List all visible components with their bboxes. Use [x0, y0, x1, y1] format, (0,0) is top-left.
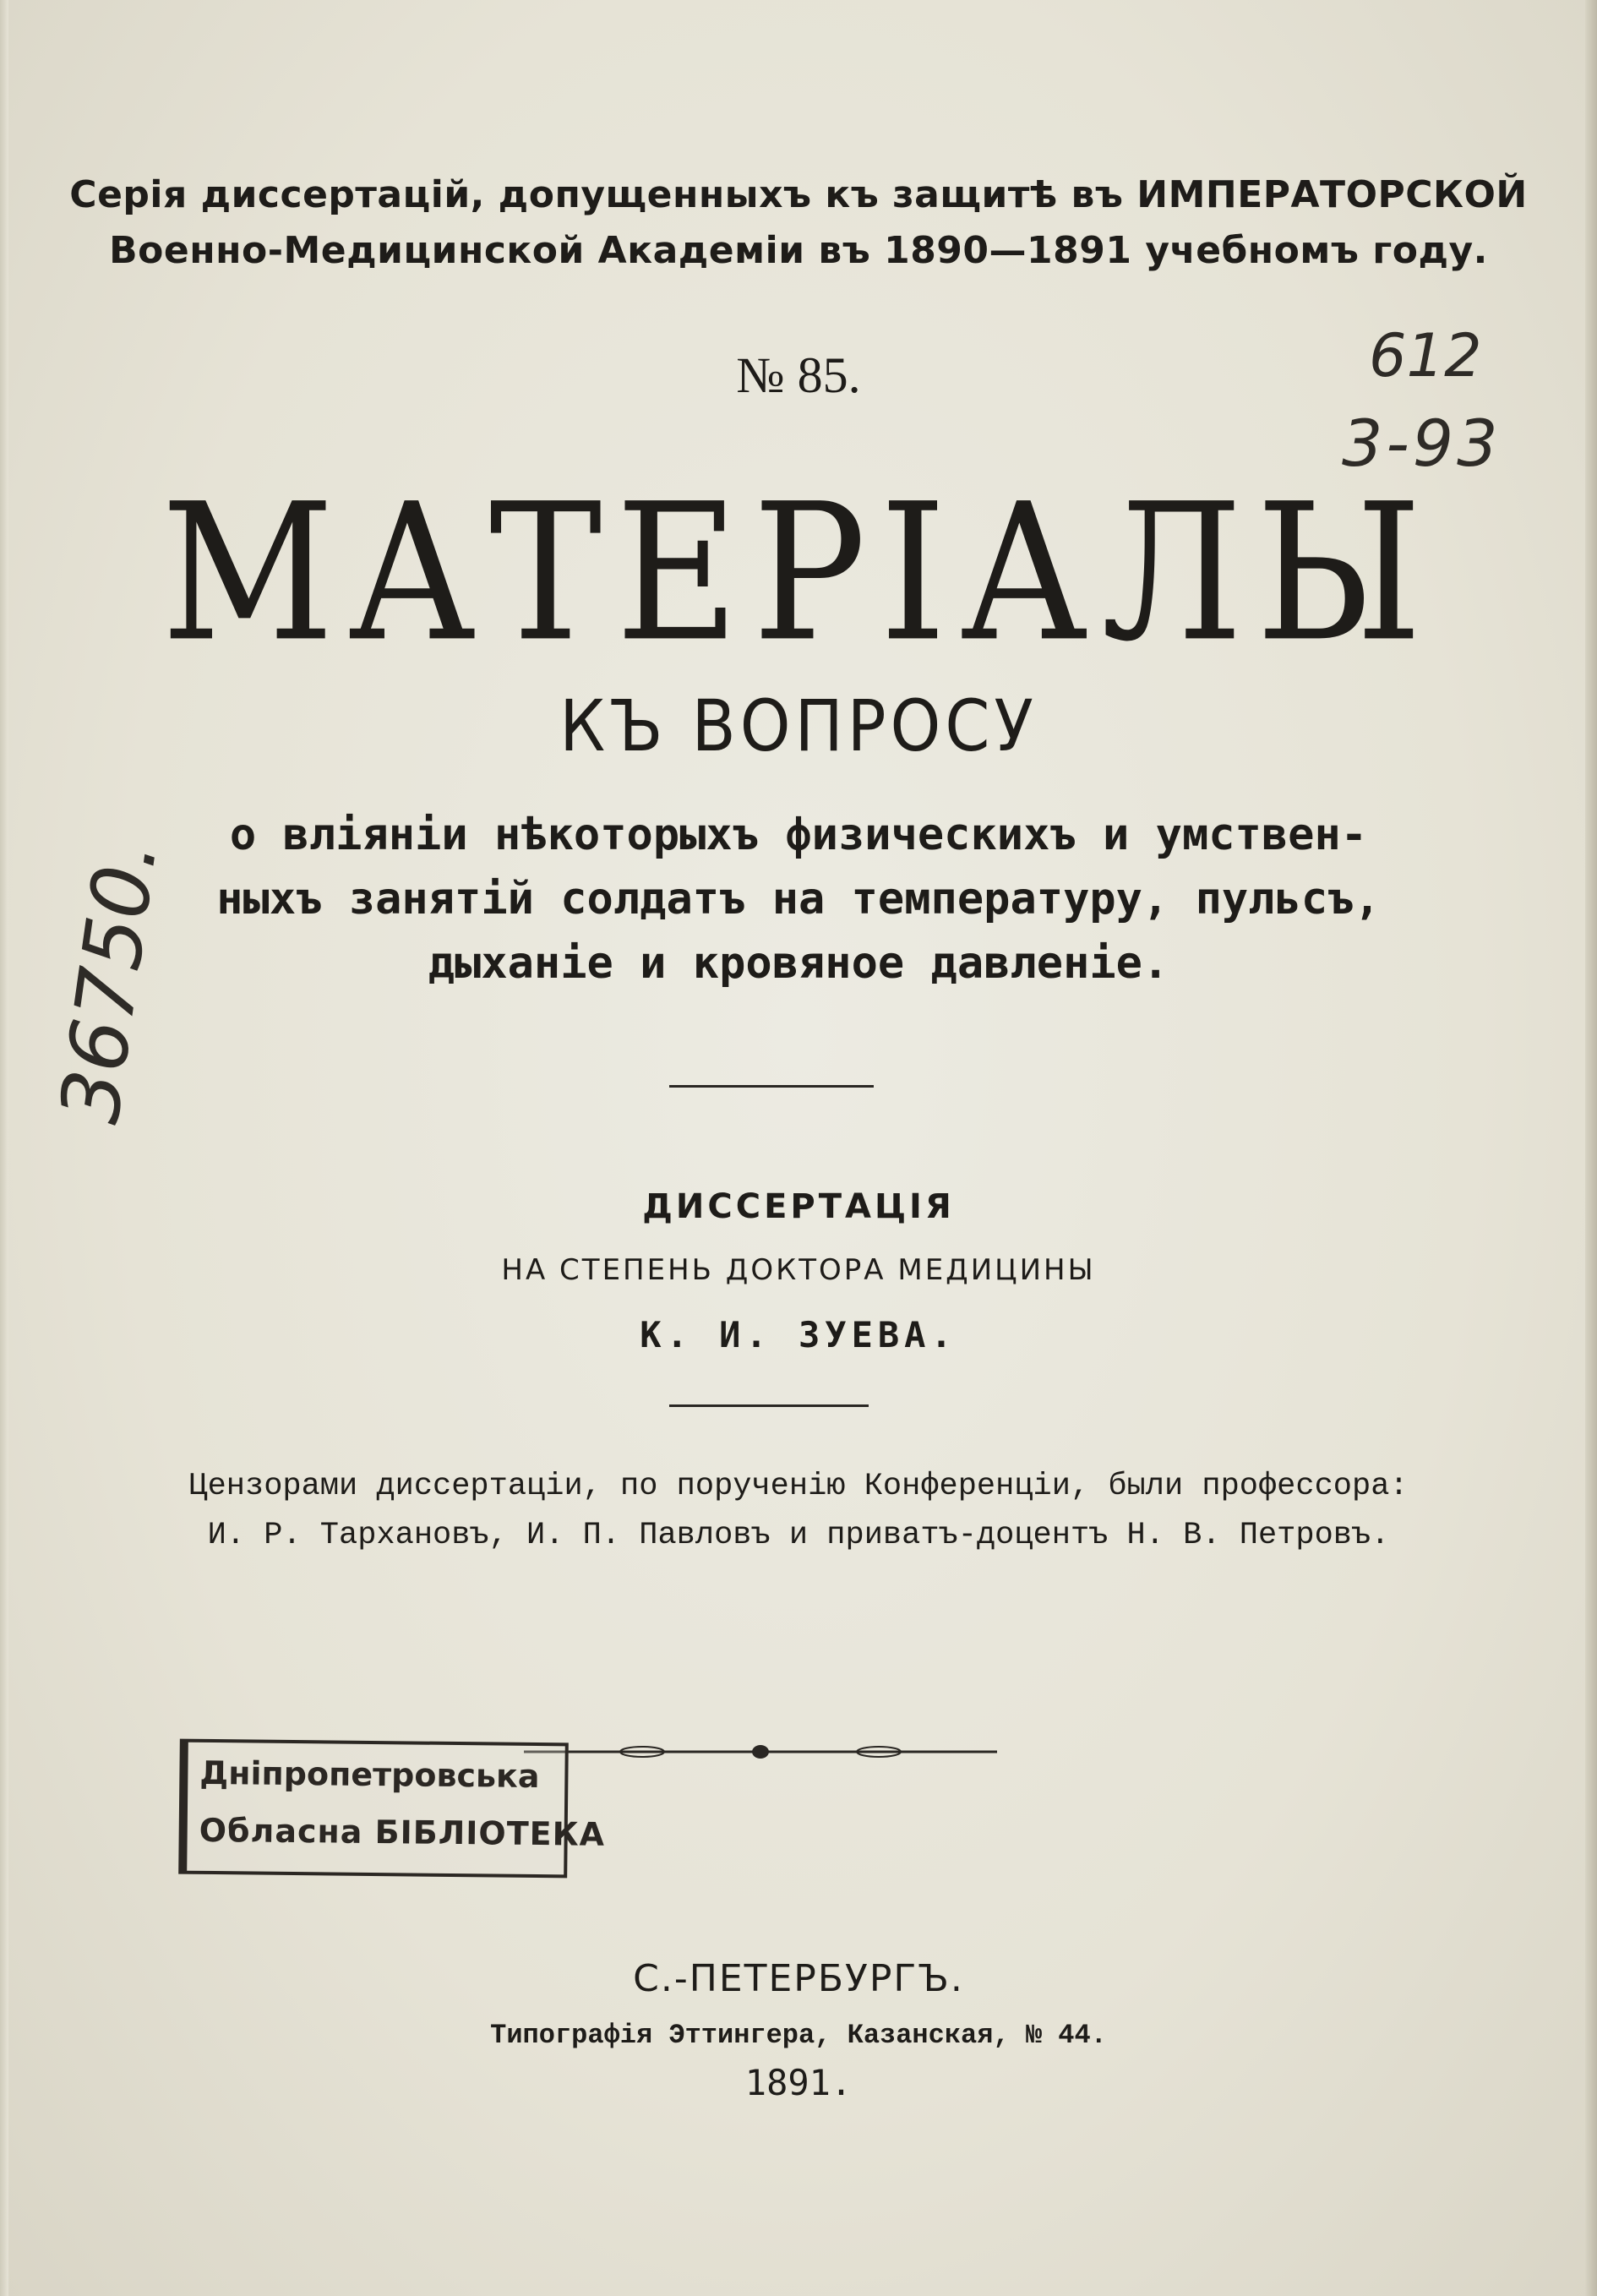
handwritten-inventory-number: 36750. [42, 834, 176, 1129]
handwritten-shelfmark-top: 612 [1369, 321, 1482, 390]
degree-line: НА СТЕПЕНЬ ДОКТОРА МЕДИЦИНЫ [501, 1253, 1096, 1287]
series-line-2: Военно-Медицинской Академіи въ 1890—1891 учебномъ году. [109, 229, 1488, 272]
imprint-year: 1891. [744, 2062, 853, 2103]
page-left-edge [0, 0, 8, 2296]
stamp-line-2: Обласна БІБЛІОТЕКА [199, 1811, 606, 1853]
main-title: МАТЕРІАЛЫ [161, 463, 1436, 684]
dissertation-heading: ДИССЕРТАЦІЯ [642, 1187, 955, 1226]
issue-number: № 85. [736, 347, 861, 403]
subject-line: о вліяніи нѣкоторыхъ физическихъ и умствен- [229, 810, 1368, 860]
sub-title: КЪ ВОПРОСУ [559, 684, 1038, 767]
divider-rule [669, 1085, 874, 1088]
imprint-printer: Типографія Эттингера, Казанская, № 44. [490, 2020, 1107, 2051]
censors-block [0, 1462, 1597, 1560]
subject-block [0, 803, 1597, 995]
handwritten-shelfmark-bottom: 3-93 [1342, 406, 1502, 481]
page-right-edge [1585, 0, 1597, 2296]
library-stamp [178, 1739, 606, 1879]
subject-line: ныхъ занятій солдатъ на температуру, пульсъ, [216, 874, 1381, 924]
series-line-1: Серія диссертацій, допущенныхъ къ защитѣ въ ИМПЕРАТОРСКОЙ [69, 173, 1528, 216]
censors-line: Цензорами диссертаціи, по порученію Конференціи, были профессора: [188, 1469, 1409, 1504]
censors-line: И. Р. Тархановъ, И. П. Павловъ и приватъ-доцентъ Н. В. Петровъ. [207, 1518, 1390, 1553]
ornamental-rule [524, 1739, 997, 1764]
imprint-city: С.-ПЕТЕРБУРГЪ. [633, 1957, 964, 2000]
subject-line: дыханіе и кровяное давленіе. [428, 938, 1169, 989]
series-header [0, 167, 1597, 279]
stamp-line-1: Дніпропетровська [199, 1753, 540, 1796]
author-name: К. И. ЗУЕВА. [640, 1314, 957, 1355]
divider-rule [669, 1404, 869, 1407]
